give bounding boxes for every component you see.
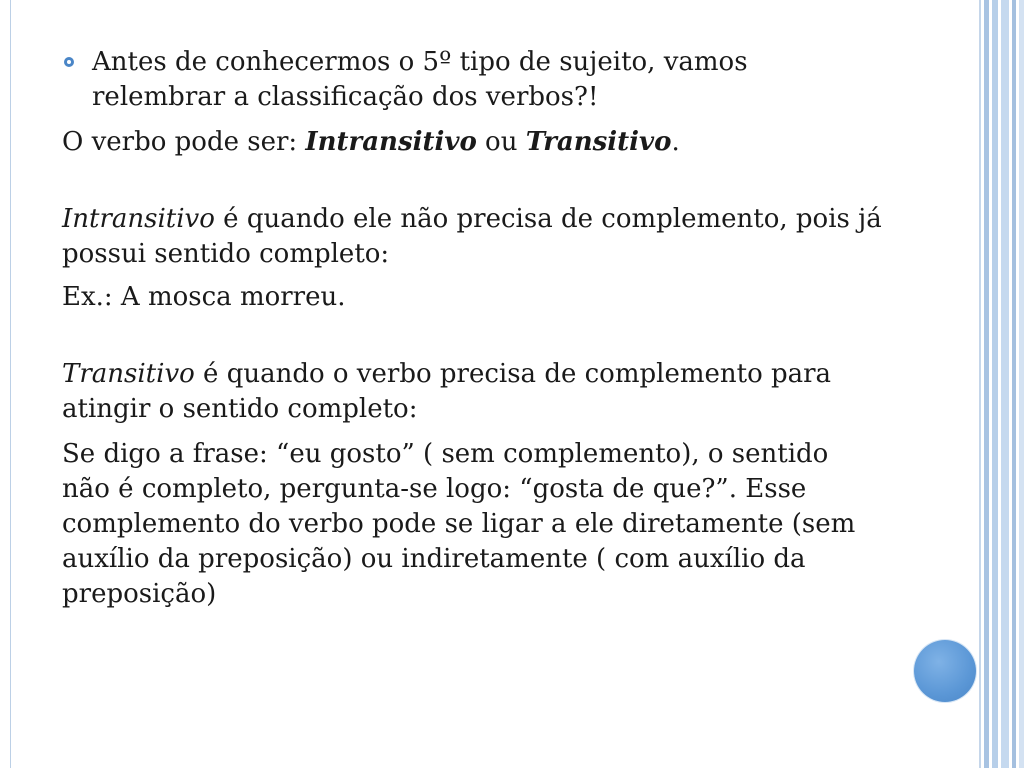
circle-decoration <box>914 640 976 702</box>
bullet-item <box>62 45 852 115</box>
transitivo-definition <box>62 357 882 427</box>
right-stripe <box>1001 0 1009 768</box>
bullet-text: Antes de conhecermos o 5º tipo de sujeito, vamos relembrar a classificação dos verbos?! <box>92 47 748 112</box>
transitivo-term: Transitivo <box>62 359 195 389</box>
slide-body <box>62 45 882 612</box>
ring-bullet-icon <box>64 57 74 67</box>
right-stripe <box>984 0 989 768</box>
verb-types-prefix: O verbo pode ser: <box>62 127 306 157</box>
intransitivo-definition <box>62 202 882 272</box>
spacer <box>62 160 882 202</box>
verb-types-middle: ou <box>476 127 526 157</box>
right-stripe <box>1012 0 1016 768</box>
right-stripe <box>979 0 981 768</box>
verb-types-line <box>62 125 882 160</box>
intransitivo-text: é quando ele não precisa de complemento, pois já possui sentido completo: <box>62 204 882 269</box>
example-line: Ex.: A mosca morreu. <box>62 282 346 312</box>
intransitivo-term: Intransitivo <box>62 204 215 234</box>
transitivo-text: é quando o verbo precisa de complemento para atingir o sentido completo: <box>62 359 832 424</box>
term-intransitivo: Intransitivo <box>305 127 477 157</box>
left-border-line <box>10 0 11 768</box>
right-stripe <box>992 0 998 768</box>
verb-types-suffix: . <box>671 127 680 157</box>
closing-paragraph: Se digo a frase: “eu gosto” ( sem complemento), o sentido não é completo, pergunta-se logo: “gosta de que?”. Esse complemento do verbo pode se ligar a ele diretamente (sem auxílio da preposição) ou indiretamente ( com auxílio da preposição) <box>62 439 856 609</box>
spacer <box>62 315 882 357</box>
right-stripe <box>1019 0 1024 768</box>
term-transitivo: Transitivo <box>525 127 672 157</box>
